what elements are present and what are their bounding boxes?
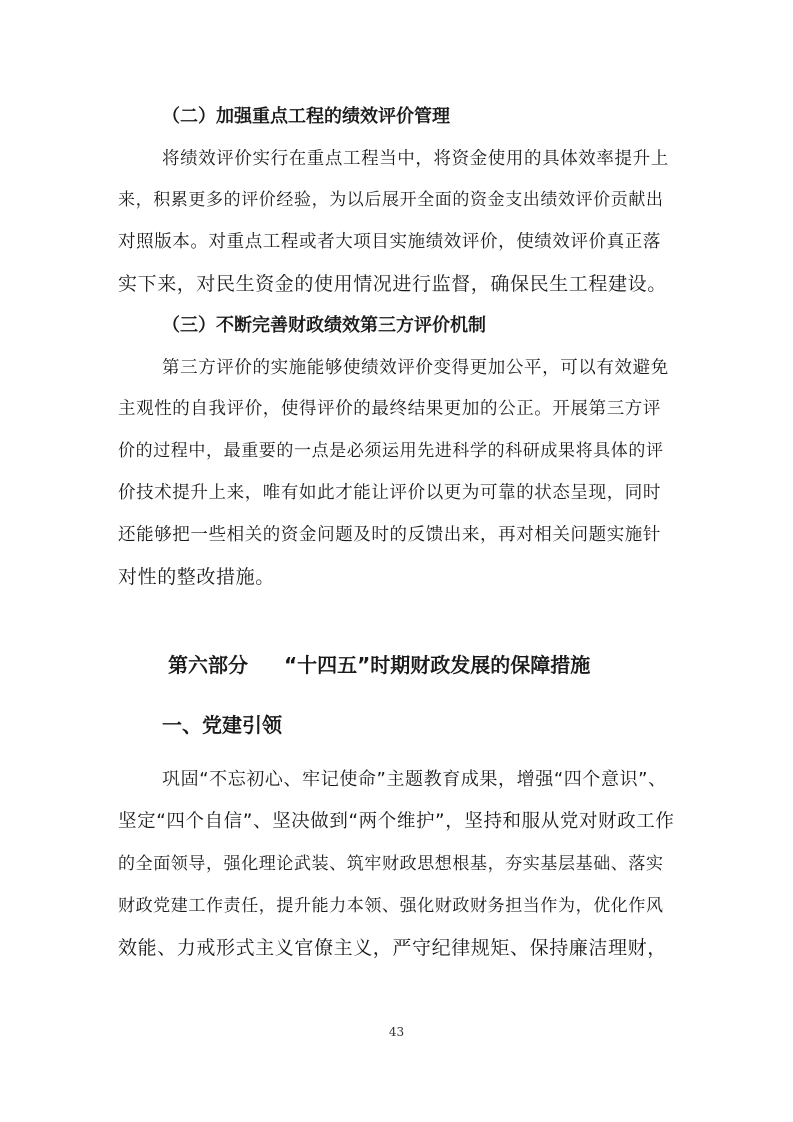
paragraph-line: 主观性的自我评价，使得评价的最终结果更加的公正。开展第三方评	[118, 399, 661, 419]
section-heading-party: 一、党建引领	[162, 713, 282, 737]
part-title-text: “十四五”时期财政发展的保障措施	[284, 653, 591, 677]
paragraph-line: 来，积累更多的评价经验，为以后展开全面的资金支出绩效评价贡献出	[118, 190, 664, 210]
paragraph-line: 效能、力戒形式主义官僚主义，严守纪律规矩、保持廉洁理财，	[118, 937, 667, 959]
paragraph-line: 对照版本。对重点工程或者大项目实施绩效评价，使绩效评价真正落	[118, 232, 661, 252]
paragraph-line: 的全面领导，强化理论武装、筑牢财政思想根基，夯实基层基础、落实	[118, 854, 664, 874]
paragraph-line: 财政党建工作责任，提升能力本领、强化财政财务担当作为，优化作风	[118, 896, 664, 916]
paragraph-line: 坚定“四个自信”、坚决做到“两个维护”，坚持和服从党对财政工作	[118, 811, 675, 832]
section-heading-2: （二）加强重点工程的绩效评价管理	[162, 106, 450, 127]
paragraph-line: 价的过程中，最重要的一点是必须运用先进科学的科研成果将具体的评	[118, 441, 664, 461]
section-heading-3: （三）不断完善财政绩效第三方评价机制	[162, 315, 486, 336]
paragraph-line: 将绩效评价实行在重点工程当中，将资金使用的具体效率提升上	[162, 149, 669, 169]
paragraph-line: 价技术提升上来，唯有如此才能让评价以更为可靠的状态呈现，同时	[118, 483, 661, 503]
part-label: 第六部分	[168, 653, 248, 677]
paragraph-line: 实下来，对民生资金的使用情况进行监督，确保民生工程建设。	[118, 273, 667, 295]
paragraph-line: 对性的整改措施。	[118, 566, 275, 588]
paragraph-line: 还能够把一些相关的资金问题及时的反馈出来，再对相关问题实施针	[118, 525, 661, 545]
paragraph-line: 巩固“不忘初心、牢记使命”主题教育成果，增强“四个意识”、	[162, 769, 667, 790]
part-title	[168, 652, 590, 678]
paragraph-line: 第三方评价的实施能够使绩效评价变得更加公平，可以有效避免	[162, 358, 669, 378]
page-number: 43	[388, 1025, 405, 1039]
